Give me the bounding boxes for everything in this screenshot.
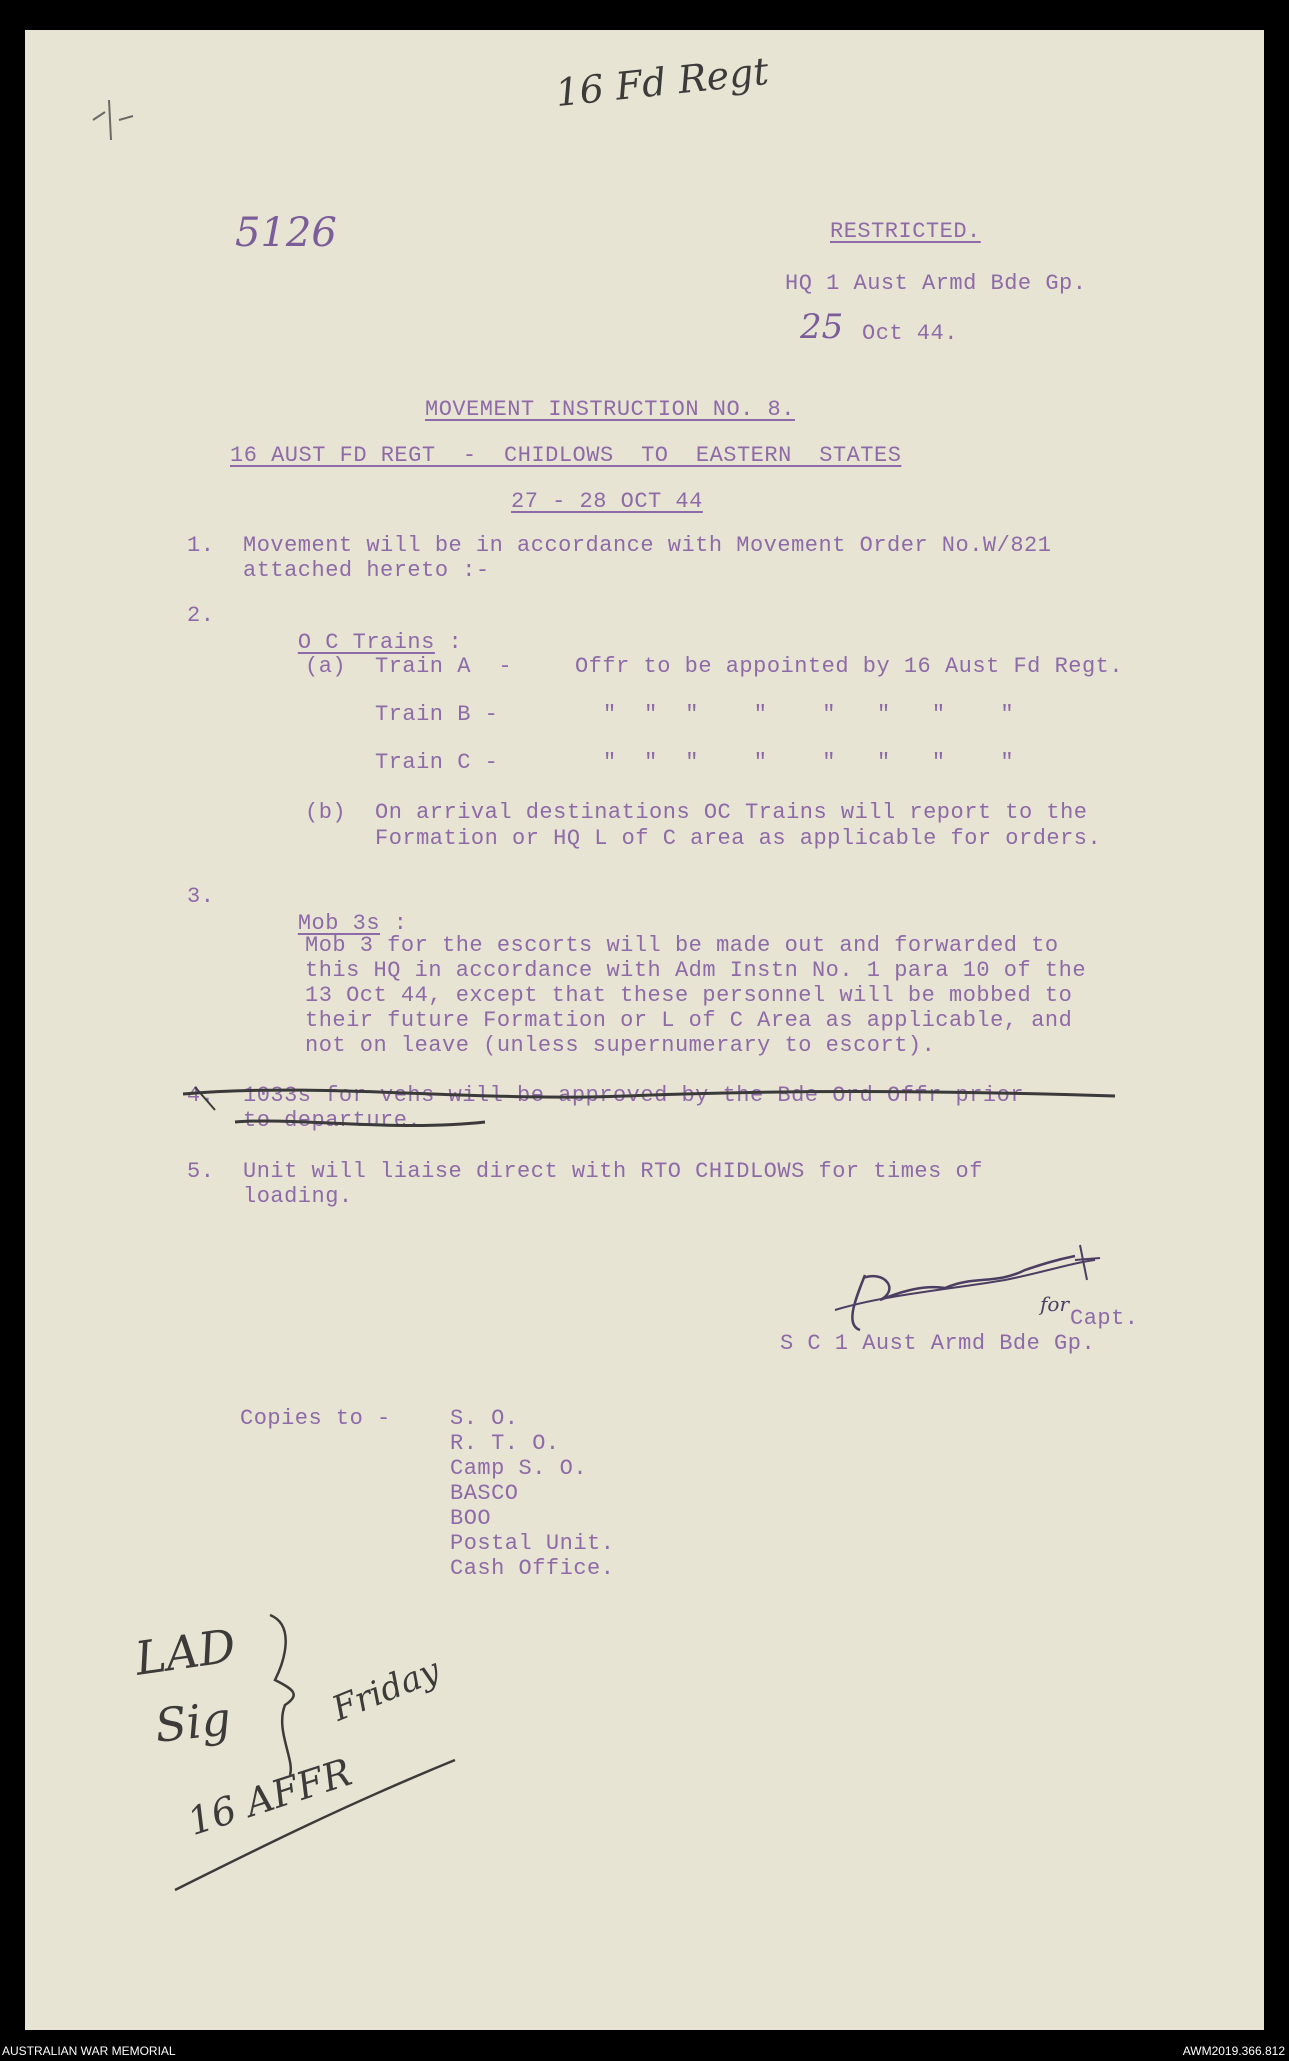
signoff-rank: Capt. bbox=[1070, 1306, 1139, 1331]
para-3-number: 3. bbox=[187, 884, 215, 909]
footer-left: AUSTRALIAN WAR MEMORIAL bbox=[2, 2044, 176, 2058]
header-date: Oct 44. bbox=[862, 321, 958, 346]
date-day-handwritten: 25 bbox=[800, 307, 844, 347]
pin-holes-mark bbox=[85, 90, 145, 150]
signature-for: for bbox=[1040, 1292, 1070, 1316]
copies-item: BOO bbox=[450, 1506, 492, 1531]
para-1-line-1: Movement will be in accordance with Movement Order No.W/821 bbox=[243, 533, 1052, 558]
handwritten-top-note: 16 Fd Regt bbox=[553, 48, 771, 116]
copies-label: Copies to - bbox=[240, 1406, 391, 1431]
para-2-heading-text: O C Trains bbox=[297, 630, 435, 655]
para-2b-line-2: Formation or HQ L of C area as applicable for orders. bbox=[375, 826, 1102, 851]
train-a-label: Train A - bbox=[375, 654, 513, 679]
title-line-3: 27 - 28 OCT 44 bbox=[511, 489, 703, 514]
header-unit: HQ 1 Aust Armd Bde Gp. bbox=[785, 271, 1087, 296]
para-3-heading-text: Mob 3s bbox=[297, 911, 381, 936]
para-3-line-4: their future Formation or L of C Area as applicable, and bbox=[305, 1008, 1073, 1033]
para-1-line-2: attached hereto :- bbox=[243, 558, 490, 583]
para-1-number: 1. bbox=[187, 533, 215, 558]
para-5-number: 5. bbox=[187, 1159, 215, 1184]
copies-item: Cash Office. bbox=[450, 1556, 615, 1581]
restricted-label: RESTRICTED. bbox=[830, 219, 981, 244]
para-2-number: 2. bbox=[187, 603, 215, 628]
file-number: 5126 bbox=[235, 210, 337, 256]
train-b-ditto: " " " " " " " " bbox=[603, 702, 1015, 727]
train-c-ditto: " " " " " " " " bbox=[603, 750, 1015, 775]
handwritten-lad: LAD bbox=[131, 1618, 239, 1686]
copies-item: R. T. O. bbox=[450, 1431, 560, 1456]
copies-item: Postal Unit. bbox=[450, 1531, 615, 1556]
para-5-line-1: Unit will liaise direct with RTO CHIDLOWS for times of bbox=[243, 1159, 983, 1184]
document-page bbox=[25, 30, 1264, 2030]
para-4-number: 4. bbox=[187, 1083, 215, 1108]
title-line-2: 16 AUST FD REGT - CHIDLOWS TO EASTERN STATES bbox=[230, 443, 902, 468]
para-3-line-3: 13 Oct 44, except that these personnel will be mobbed to bbox=[305, 983, 1073, 1008]
footer-right: AWM2019.366.812 bbox=[1182, 2044, 1285, 2058]
train-b-label: Train B - bbox=[375, 702, 499, 727]
train-a-text: Offr to be appointed by 16 Aust Fd Regt. bbox=[575, 654, 1124, 679]
para-3-line-2: this HQ in accordance with Adm Instn No. 1 para 10 of the bbox=[305, 958, 1087, 983]
para-2a-label: (a) bbox=[305, 654, 347, 679]
para-4-line-1: 1033s for vehs will be approved by the Bde Ord Offr prior bbox=[243, 1083, 1025, 1108]
signoff-unit: S C 1 Aust Armd Bde Gp. bbox=[780, 1331, 1096, 1356]
para-5-line-2: loading. bbox=[243, 1184, 353, 1209]
strikethrough-mark bbox=[175, 1072, 1125, 1142]
para-3-line-1: Mob 3 for the escorts will be made out and forwarded to bbox=[305, 933, 1059, 958]
para-2b-line-1: On arrival destinations OC Trains will report to the bbox=[375, 800, 1088, 825]
handwritten-friday: Friday bbox=[326, 1650, 446, 1730]
para-2-heading-colon: : bbox=[434, 630, 463, 655]
handwritten-sig: Sig bbox=[152, 1691, 234, 1753]
title-line-1: MOVEMENT INSTRUCTION NO. 8. bbox=[425, 397, 795, 422]
para-3-heading-colon: : bbox=[380, 911, 408, 936]
para-3-line-5: not on leave (unless supernumerary to escort). bbox=[305, 1033, 936, 1058]
handwritten-16affr: 16 AFFR bbox=[182, 1749, 357, 1845]
copies-item: S. O. bbox=[450, 1406, 519, 1431]
copies-item: BASCO bbox=[450, 1481, 519, 1506]
para-2b-label: (b) bbox=[305, 800, 347, 825]
train-c-label: Train C - bbox=[375, 750, 499, 775]
handwritten-underline bbox=[165, 1750, 465, 1900]
para-4-line-2: to departure. bbox=[243, 1108, 422, 1133]
copies-item: Camp S. O. bbox=[450, 1456, 588, 1481]
